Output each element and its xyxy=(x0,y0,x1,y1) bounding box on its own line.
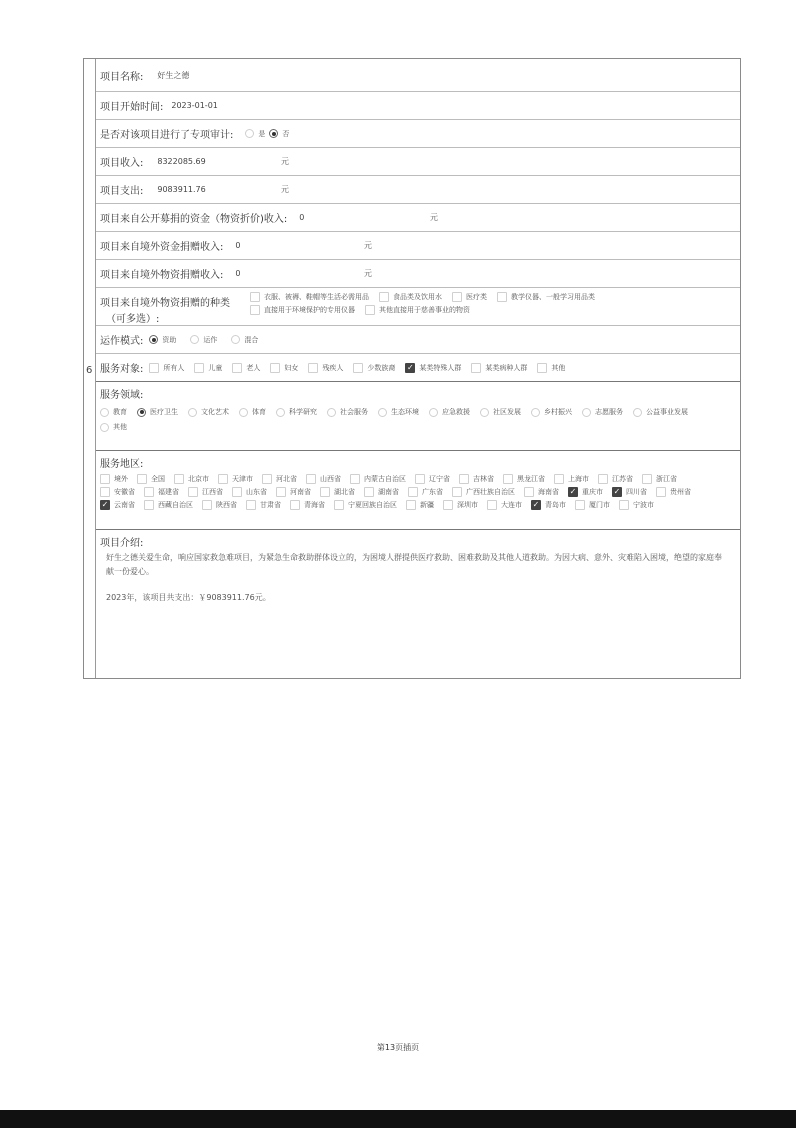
service-region-label: 甘肃省 xyxy=(260,501,281,509)
service-field-radio[interactable] xyxy=(582,408,591,417)
overseas-funds-row xyxy=(96,232,740,260)
service-field-radio[interactable] xyxy=(100,423,109,432)
service-target-option[interactable] xyxy=(194,363,222,373)
service-region-checkbox[interactable] xyxy=(524,487,534,497)
service-regions-row xyxy=(96,451,740,530)
service-target-label: 老人 xyxy=(246,363,261,372)
operation-mode-radio[interactable] xyxy=(190,335,199,344)
service-fields-label: 服务领域: xyxy=(100,390,144,401)
service-region-label: 河南省 xyxy=(290,488,311,496)
start-time-label: 项目开始时间: xyxy=(100,102,164,113)
service-target-option[interactable] xyxy=(471,363,527,373)
service-region-option[interactable] xyxy=(232,487,267,497)
service-target-option[interactable] xyxy=(308,363,343,373)
service-field-option[interactable] xyxy=(239,407,266,417)
service-region-checkbox[interactable] xyxy=(656,487,666,497)
service-region-checkbox[interactable] xyxy=(334,500,344,510)
service-region-option[interactable] xyxy=(174,474,209,484)
operation-mode-option[interactable] xyxy=(190,335,217,345)
service-field-option[interactable] xyxy=(582,407,623,417)
start-time-row xyxy=(96,92,740,120)
public-fundraising-unit: 元 xyxy=(430,213,438,222)
page-footer: 第13页插页 xyxy=(376,1043,420,1052)
service-region-checkbox[interactable] xyxy=(100,487,110,497)
project-form xyxy=(83,58,741,679)
form-content xyxy=(96,59,740,605)
service-region-checkbox[interactable]: ✓ xyxy=(613,487,621,496)
service-region-option[interactable] xyxy=(290,500,325,510)
goods-type-option[interactable] xyxy=(365,305,470,315)
service-field-label: 公益事业发展 xyxy=(646,408,688,416)
service-region-label: 重庆市 xyxy=(582,488,603,496)
goods-type-label: 医疗类 xyxy=(466,293,487,301)
service-region-label: 云南省 xyxy=(114,501,135,509)
operation-mode-row xyxy=(96,326,740,354)
intro-label: 项目介绍: xyxy=(100,538,144,549)
service-region-checkbox[interactable] xyxy=(232,487,242,497)
service-region-checkbox[interactable] xyxy=(443,500,453,510)
service-fields-options xyxy=(100,407,710,432)
service-field-label: 志愿服务 xyxy=(595,408,623,416)
service-target-option[interactable] xyxy=(149,363,184,373)
goods-type-option[interactable] xyxy=(452,292,487,302)
service-region-option[interactable] xyxy=(408,487,443,497)
service-region-checkbox[interactable] xyxy=(218,474,228,484)
overseas-funds-unit: 元 xyxy=(364,241,372,250)
service-region-label: 贵州省 xyxy=(670,488,691,496)
goods-type-label: 食品类及饮用水 xyxy=(393,293,442,301)
service-field-radio[interactable] xyxy=(239,408,248,417)
service-region-option[interactable] xyxy=(144,500,193,510)
service-field-radio[interactable] xyxy=(531,408,540,417)
service-region-option[interactable] xyxy=(612,487,647,497)
service-field-label: 社会服务 xyxy=(340,408,368,416)
overseas-funds-label: 项目来自境外资金捐赠收入: xyxy=(100,242,224,253)
service-field-option[interactable] xyxy=(276,407,317,417)
service-region-option[interactable] xyxy=(100,487,135,497)
goods-types-label-block xyxy=(100,288,250,325)
service-field-option[interactable] xyxy=(100,422,127,432)
service-field-label: 体育 xyxy=(252,408,266,416)
service-region-checkbox[interactable] xyxy=(487,500,497,510)
public-fundraising-row xyxy=(96,204,740,232)
expense-unit: 元 xyxy=(281,185,289,194)
audit-no-radio[interactable] xyxy=(269,129,278,138)
project-name-label: 项目名称: xyxy=(100,71,144,83)
operation-mode-option[interactable] xyxy=(231,335,258,345)
service-region-label: 内蒙古自治区 xyxy=(364,475,406,483)
operation-mode-label: 运作模式: xyxy=(100,336,144,347)
income-label: 项目收入: xyxy=(100,158,144,169)
service-region-checkbox[interactable] xyxy=(246,500,256,510)
service-region-option[interactable] xyxy=(524,487,559,497)
row-number-column xyxy=(84,59,96,678)
goods-type-option[interactable] xyxy=(497,292,595,302)
service-region-option[interactable] xyxy=(619,500,654,510)
operation-mode-option-label: 资助 xyxy=(162,335,177,344)
service-target-checkbox[interactable] xyxy=(353,363,363,373)
income-unit: 元 xyxy=(281,157,289,166)
service-region-label: 境外 xyxy=(114,475,128,483)
service-target-checkbox[interactable]: ✓ xyxy=(407,362,414,372)
project-name-row xyxy=(96,59,740,92)
service-region-option[interactable] xyxy=(575,500,610,510)
service-region-checkbox[interactable] xyxy=(364,487,374,497)
audit-option-no[interactable] xyxy=(269,129,289,139)
service-field-radio[interactable] xyxy=(480,408,489,417)
service-region-label: 海南省 xyxy=(538,488,559,496)
goods-type-label: 衣服、被褥、鞋帽等生活必需用品 xyxy=(264,293,369,301)
service-target-checkbox[interactable] xyxy=(537,363,547,373)
service-field-option[interactable] xyxy=(531,407,572,417)
service-region-option[interactable] xyxy=(262,474,297,484)
service-region-label: 四川省 xyxy=(626,488,647,496)
public-fundraising-value: 0 xyxy=(299,213,305,222)
service-region-checkbox[interactable] xyxy=(415,474,425,484)
service-region-checkbox[interactable] xyxy=(452,487,462,497)
service-field-label: 教育 xyxy=(113,408,127,416)
row-number: 6 xyxy=(86,365,93,376)
service-region-label: 湖南省 xyxy=(378,488,399,496)
overseas-goods-value: 0 xyxy=(235,269,241,278)
service-region-checkbox[interactable] xyxy=(642,474,652,484)
service-field-option[interactable] xyxy=(429,407,470,417)
service-region-label: 陕西省 xyxy=(216,501,237,509)
service-region-option[interactable] xyxy=(350,474,406,484)
service-region-option[interactable] xyxy=(188,487,223,497)
goods-type-checkbox[interactable] xyxy=(497,292,507,302)
service-targets-options xyxy=(149,363,565,373)
service-region-checkbox[interactable] xyxy=(350,474,360,484)
service-region-label: 全国 xyxy=(151,475,165,483)
service-region-label: 北京市 xyxy=(188,475,209,483)
service-region-option[interactable] xyxy=(487,500,522,510)
service-field-label: 医疗卫生 xyxy=(150,408,178,416)
goods-type-checkbox[interactable] xyxy=(379,292,389,302)
service-field-radio[interactable] xyxy=(188,408,197,417)
service-regions-label: 服务地区: xyxy=(100,459,144,470)
service-region-option[interactable] xyxy=(459,474,494,484)
service-region-checkbox[interactable] xyxy=(598,474,608,484)
service-region-label: 西藏自治区 xyxy=(158,501,193,509)
service-field-label: 文化艺术 xyxy=(201,408,229,416)
audit-row xyxy=(96,120,740,148)
service-target-label: 少数族裔 xyxy=(367,363,396,372)
service-region-option[interactable] xyxy=(554,474,589,484)
service-region-label: 河北省 xyxy=(276,475,297,483)
service-region-option[interactable] xyxy=(306,474,341,484)
service-region-checkbox[interactable] xyxy=(320,487,330,497)
service-region-option[interactable] xyxy=(406,500,434,510)
service-region-option[interactable] xyxy=(415,474,450,484)
service-target-option[interactable] xyxy=(270,363,298,373)
audit-no-label: 否 xyxy=(282,129,290,138)
service-targets-label: 服务对象: xyxy=(100,364,144,375)
service-region-checkbox[interactable] xyxy=(144,487,154,497)
service-region-label: 山东省 xyxy=(246,488,267,496)
scan-border xyxy=(0,1110,796,1128)
operation-mode-radio[interactable] xyxy=(149,335,158,344)
service-region-option[interactable] xyxy=(202,500,237,510)
service-region-option[interactable] xyxy=(531,500,566,510)
service-region-label: 浙江省 xyxy=(656,475,677,483)
service-region-label: 青海省 xyxy=(304,501,325,509)
service-region-checkbox[interactable] xyxy=(100,474,110,484)
goods-type-label: 其他直接用于慈善事业的物资 xyxy=(379,306,470,314)
service-region-checkbox[interactable] xyxy=(554,474,564,484)
service-region-label: 安徽省 xyxy=(114,488,135,496)
service-field-radio[interactable] xyxy=(378,408,387,417)
service-field-option[interactable] xyxy=(327,407,368,417)
service-region-option[interactable] xyxy=(144,487,179,497)
service-region-option[interactable] xyxy=(364,487,399,497)
goods-type-checkbox[interactable] xyxy=(250,305,260,315)
service-region-option[interactable] xyxy=(246,500,281,510)
service-regions-options xyxy=(100,474,720,510)
service-region-checkbox[interactable] xyxy=(619,500,629,510)
service-region-option[interactable] xyxy=(598,474,633,484)
service-region-label: 黑龙江省 xyxy=(517,475,545,483)
service-region-label: 宁夏回族自治区 xyxy=(348,501,397,509)
service-field-radio[interactable] xyxy=(633,408,642,417)
goods-type-option[interactable] xyxy=(379,292,442,302)
service-region-option[interactable] xyxy=(100,500,135,510)
operation-mode-radio[interactable] xyxy=(231,335,240,344)
intro-section xyxy=(96,530,740,605)
service-field-label: 乡村振兴 xyxy=(544,408,572,416)
start-time-value: 2023-01-01 xyxy=(171,101,218,110)
expense-row xyxy=(96,176,740,204)
service-region-checkbox[interactable] xyxy=(137,474,147,484)
service-field-option[interactable] xyxy=(137,407,178,417)
operation-mode-option[interactable] xyxy=(149,335,176,345)
income-value: 8322085.69 xyxy=(157,157,206,166)
service-region-option[interactable] xyxy=(443,500,478,510)
audit-option-yes[interactable] xyxy=(245,129,265,139)
project-name-value: 好生之德 xyxy=(157,70,190,80)
service-region-option[interactable] xyxy=(100,474,128,484)
service-region-label: 上海市 xyxy=(568,475,589,483)
service-region-option[interactable] xyxy=(137,474,165,484)
service-region-label: 江苏省 xyxy=(612,475,633,483)
service-target-option[interactable] xyxy=(353,363,395,373)
service-region-label: 吉林省 xyxy=(473,475,494,483)
service-target-checkbox[interactable] xyxy=(471,363,481,373)
service-target-checkbox[interactable] xyxy=(149,363,159,373)
service-region-label: 福建省 xyxy=(158,488,179,496)
service-region-checkbox[interactable] xyxy=(459,474,469,484)
audit-yes-radio[interactable] xyxy=(245,129,254,138)
service-target-label: 残疾人 xyxy=(322,363,344,372)
service-region-label: 厦门市 xyxy=(589,501,610,509)
service-target-option[interactable] xyxy=(232,363,260,373)
service-region-option[interactable] xyxy=(656,487,691,497)
service-field-radio[interactable] xyxy=(137,408,146,417)
operation-mode-option-label: 运作 xyxy=(203,335,218,344)
service-region-checkbox[interactable] xyxy=(408,487,418,497)
service-region-checkbox[interactable] xyxy=(406,500,416,510)
service-region-checkbox[interactable] xyxy=(575,500,585,510)
goods-types-sublabel: （可多选）: xyxy=(106,314,160,325)
service-region-checkbox[interactable] xyxy=(144,500,154,510)
service-target-option[interactable] xyxy=(537,363,565,373)
service-region-label: 大连市 xyxy=(501,501,522,509)
overseas-goods-unit: 元 xyxy=(364,269,372,278)
service-field-label: 其他 xyxy=(113,423,127,431)
overseas-funds-value: 0 xyxy=(235,241,241,250)
audit-yes-label: 是 xyxy=(258,129,266,138)
service-target-label: 某类病种人群 xyxy=(485,363,528,372)
service-region-label: 湖北省 xyxy=(334,488,355,496)
service-field-label: 应急救援 xyxy=(442,408,470,416)
service-region-checkbox[interactable]: ✓ xyxy=(569,487,577,496)
service-region-label: 江西省 xyxy=(202,488,223,496)
service-field-radio[interactable] xyxy=(100,408,109,417)
service-target-checkbox[interactable] xyxy=(194,363,204,373)
goods-type-label: 直接用于环境保护的专用仪器 xyxy=(264,306,355,314)
service-target-checkbox[interactable] xyxy=(308,363,318,373)
goods-types-label: 项目来自境外物资捐赠的种类 xyxy=(100,298,230,309)
service-targets-row xyxy=(96,354,740,382)
intro-paragraph: 好生之德关爱生命，响应国家救急难项目，为紧急生命救助群体设立的，为困境人群提供医疗救助、困难救助及其他人道救助。为因大病、意外、灾难陷入困境，绝望的家庭奉献一份爱心。 xyxy=(106,553,722,576)
goods-type-checkbox[interactable] xyxy=(250,292,260,302)
service-region-label: 辽宁省 xyxy=(429,475,450,483)
service-field-radio[interactable] xyxy=(276,408,285,417)
service-region-checkbox[interactable] xyxy=(262,474,272,484)
intro-summary: 2023年，该项目共支出：￥9083911.76元。 xyxy=(106,593,271,602)
service-region-checkbox[interactable] xyxy=(306,474,316,484)
service-region-label: 深圳市 xyxy=(457,501,478,509)
service-region-checkbox[interactable] xyxy=(188,487,198,497)
service-field-option[interactable] xyxy=(633,407,688,417)
service-target-label: 其他 xyxy=(551,363,566,372)
service-region-checkbox[interactable]: ✓ xyxy=(101,500,109,509)
service-region-option[interactable] xyxy=(503,474,545,484)
service-field-option[interactable] xyxy=(480,407,521,417)
service-region-checkbox[interactable] xyxy=(290,500,300,510)
service-target-checkbox[interactable] xyxy=(232,363,242,373)
service-field-label: 科学研究 xyxy=(289,408,317,416)
service-region-label: 山西省 xyxy=(320,475,341,483)
service-region-label: 天津市 xyxy=(232,475,253,483)
service-region-checkbox[interactable] xyxy=(276,487,286,497)
service-field-option[interactable] xyxy=(378,407,419,417)
service-field-option[interactable] xyxy=(100,407,127,417)
service-field-label: 生态环境 xyxy=(391,408,419,416)
service-region-checkbox[interactable] xyxy=(202,500,212,510)
income-row xyxy=(96,148,740,176)
service-target-option[interactable] xyxy=(405,363,461,373)
goods-type-option[interactable] xyxy=(250,305,355,315)
service-region-option[interactable] xyxy=(568,487,603,497)
operation-mode-option-label: 混合 xyxy=(244,335,259,344)
service-region-option[interactable] xyxy=(320,487,355,497)
expense-label: 项目支出: xyxy=(100,186,144,197)
service-target-checkbox[interactable] xyxy=(270,363,280,373)
goods-type-option[interactable] xyxy=(250,292,369,302)
service-field-radio[interactable] xyxy=(429,408,438,417)
audit-label: 是否对该项目进行了专项审计: xyxy=(100,130,234,141)
service-fields-row xyxy=(96,382,740,451)
service-region-label: 宁波市 xyxy=(633,501,654,509)
service-region-label: 青岛市 xyxy=(545,501,566,509)
service-target-label: 儿童 xyxy=(208,363,223,372)
service-field-label: 社区发展 xyxy=(493,408,521,416)
service-region-checkbox[interactable] xyxy=(174,474,184,484)
service-target-label: 妇女 xyxy=(284,363,299,372)
expense-value: 9083911.76 xyxy=(157,185,206,194)
service-region-label: 广西壮族自治区 xyxy=(466,488,515,496)
service-region-label: 新疆 xyxy=(420,501,434,509)
service-field-radio[interactable] xyxy=(327,408,336,417)
service-region-label: 广东省 xyxy=(422,488,443,496)
service-region-checkbox[interactable] xyxy=(503,474,513,484)
service-region-option[interactable] xyxy=(452,487,515,497)
service-region-checkbox[interactable]: ✓ xyxy=(532,500,540,509)
overseas-goods-row xyxy=(96,260,740,288)
goods-types-row xyxy=(96,288,740,326)
service-target-label: 所有人 xyxy=(163,363,185,372)
service-region-option[interactable] xyxy=(642,474,677,484)
public-fundraising-label: 项目来自公开募捐的资金（物资折价)收入: xyxy=(100,214,288,225)
overseas-goods-label: 项目来自境外物资捐赠收入: xyxy=(100,270,224,281)
service-region-option[interactable] xyxy=(218,474,253,484)
goods-types-options xyxy=(250,288,595,315)
goods-type-label: 教学仪器、一般学习用品类 xyxy=(511,293,595,301)
goods-type-checkbox[interactable] xyxy=(452,292,462,302)
goods-type-checkbox[interactable] xyxy=(365,305,375,315)
service-region-option[interactable] xyxy=(334,500,397,510)
service-region-option[interactable] xyxy=(276,487,311,497)
service-target-label: 某类特殊人群 xyxy=(419,363,462,372)
service-field-option[interactable] xyxy=(188,407,229,417)
